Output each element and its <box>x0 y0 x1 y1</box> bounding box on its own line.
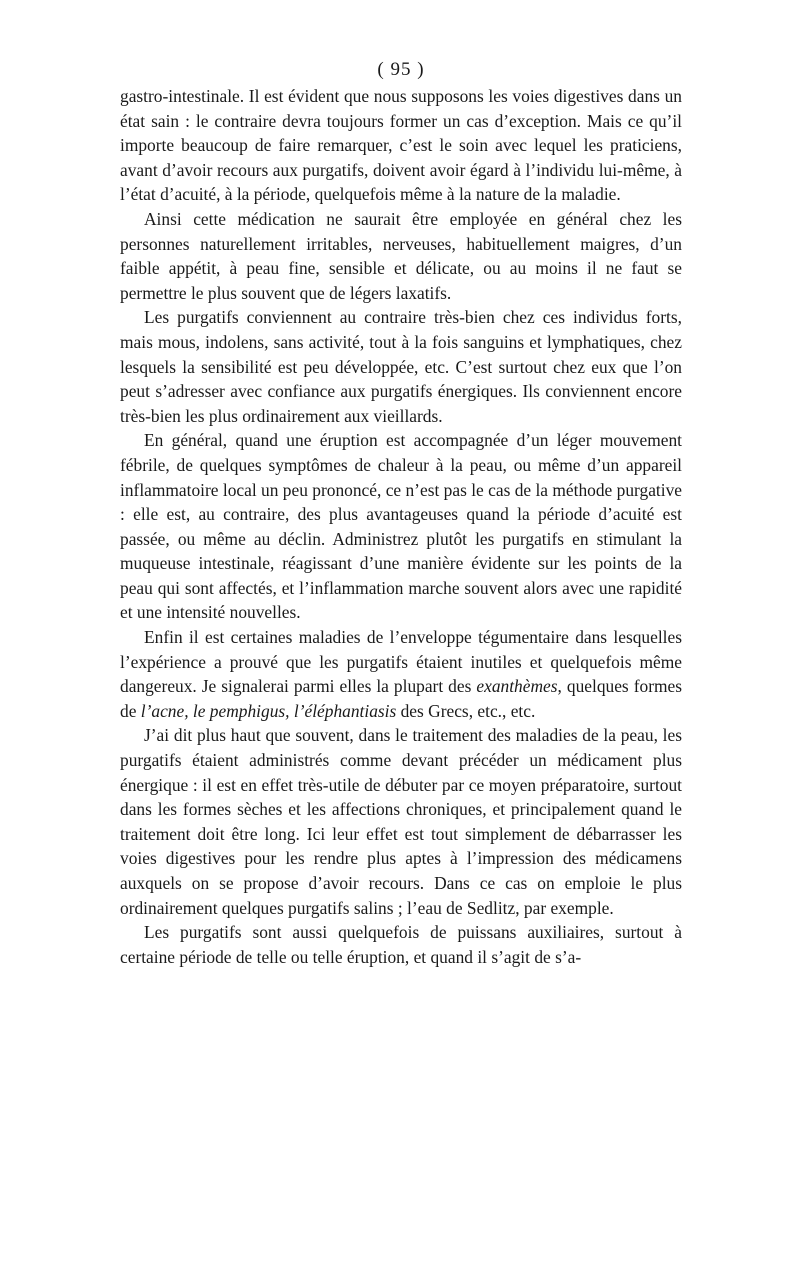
paragraph-4 <box>120 428 682 625</box>
paragraph-7 <box>120 920 682 969</box>
italic-term-diseases: l’acne, le pemphigus, l’éléphantiasis <box>140 700 397 721</box>
document-page <box>120 58 682 969</box>
paragraph-3 <box>120 305 682 428</box>
paragraph-1 <box>120 84 682 207</box>
paragraph-text: Les purgatifs conviennent au contraire très-bien chez ces individus forts, mais mous, indolens, sans activité, tout à la fois sanguins et lymphatiques, chez lesquels la sensibilité est peu développée, etc. C’est surtout chez eux que l’on peut s’adresser avec confiance aux purgatifs énergiques. Ils conviennent encore très-bien les plus ordinairement aux vieillards. <box>120 307 682 426</box>
paragraph-5 <box>120 625 682 723</box>
paragraph-text: J’ai dit plus haut que souvent, dans le traitement des maladies de la peau, les purgatifs étaient administrés comme devant précéder un médicament plus énergique : il est en effet très-utile de débuter par ce moyen préparatoire, surtout dans les formes sèches et les affections chroniques, et principalement quand le traitement doit être long. Ici leur effet est tout simplement de débarrasser les voies digestives pour les rendre plus aptes à l’impression des médicamens auxquels on se propose d’avoir recours. Dans ce cas on emploie le plus ordinairement quelques purgatifs salins ; l’eau de Sedlitz, par exemple. <box>120 725 682 918</box>
paragraph-text: Ainsi cette médication ne saurait être employée en général chez les personnes naturellement irritables, nerveuses, habituellement maigres, d’un faible appétit, à peau fine, sensible et délicate, ou au moins il ne faut se permettre le plus souvent que de légers laxatifs. <box>120 208 682 303</box>
paragraph-text: , quelques formes de <box>120 676 682 721</box>
paragraph-text: Enfin il est certaines maladies de l’enveloppe tégumentaire dans lesquelles l’expérience a prouvé que les purgatifs étaient inutiles et quelquefois même dangereux. Je signalerai parmi elles la plupart des <box>120 627 682 697</box>
paragraph-text: des Grecs, etc., etc. <box>396 700 536 721</box>
paragraph-text: Les purgatifs sont aussi quelquefois de puissans auxiliaires, surtout à certaine période de telle ou telle éruption, et quand il s’agit de s’a- <box>120 922 682 967</box>
page-number: ( 95 ) <box>377 59 425 80</box>
paragraph-text: En général, quand une éruption est accompagnée d’un léger mouvement fébrile, de quelques symptômes de chaleur à la peau, ou même d’un appareil inflammatoire local un peu prononcé, ce n’est pas le cas de la méthode purgative : elle est, au contraire, des plus avantageuses quand la période d’acuité est passée, ou même au déclin. Administrez plutôt les purgatifs en stimulant la muqueuse intestinale, réagissant d’une manière évidente sur les points de la peau qui sont affectés, et l’inflammation marche souvent alors avec une rapidité et une intensité nouvelles. <box>120 430 682 623</box>
paragraph-text: gastro-intestinale. Il est évident que nous supposons les voies digestives dans un état sain : le contraire devra toujours former un cas d’exception. Mais ce qu’il importe beaucoup de faire remarquer, c’est le soin avec lequel les praticiens, avant d’avoir recours aux purgatifs, doivent avoir égard à l’individu lui-même, à l’état d’acuité, à la période, quelquefois même à la nature de la maladie. <box>120 86 682 205</box>
paragraph-2 <box>120 207 682 305</box>
paragraph-6 <box>120 723 682 920</box>
italic-term-exanthemes: exanthèmes <box>476 676 558 697</box>
